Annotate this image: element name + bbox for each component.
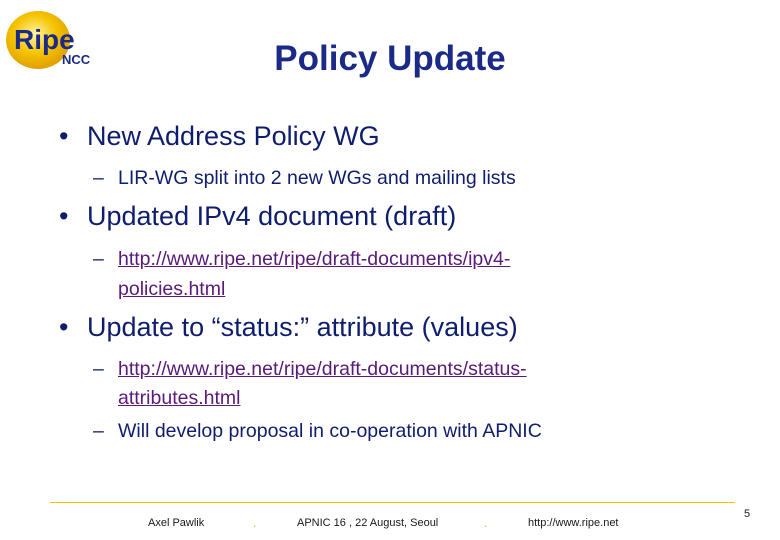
link-continuation <box>118 277 225 301</box>
footer-event: APNIC 16 , 22 August, Seoul <box>297 517 439 529</box>
sub-item <box>93 166 516 190</box>
ripe-ncc-logo-graphic <box>4 8 108 70</box>
footer-separator: . <box>253 516 257 530</box>
bullet-text: Updated IPv4 document (draft) <box>87 201 457 231</box>
sub-item <box>93 247 510 271</box>
sub-item <box>93 357 527 381</box>
bullet-glyph: • <box>59 312 69 342</box>
status-attributes-link-continued[interactable]: attributes.html <box>118 387 241 409</box>
dash-glyph: – <box>93 358 104 380</box>
link-continuation <box>118 386 240 410</box>
dash-glyph: – <box>93 420 104 442</box>
sub-item-text: Will develop proposal in co-operation with APNIC <box>118 420 542 442</box>
status-attributes-link[interactable]: http://www.ripe.net/ripe/draft-documents/status- <box>118 358 527 380</box>
logo-main-text: Ripe <box>14 24 75 55</box>
footer-rule <box>50 502 735 503</box>
ripe-ncc-logo <box>4 8 108 70</box>
bullet-glyph: • <box>59 201 69 231</box>
logo-sub-text: NCC <box>62 52 91 67</box>
bullet-item <box>59 119 380 153</box>
footer-separator: . <box>484 516 488 530</box>
footer-author: Axel Pawlik <box>148 517 205 529</box>
sub-item <box>93 419 542 443</box>
slide-title: Policy Update <box>274 39 506 78</box>
ipv4-policies-link-continued[interactable]: policies.html <box>118 278 226 300</box>
bullet-item <box>59 310 518 344</box>
page-number: 5 <box>744 508 751 520</box>
bullet-glyph: • <box>59 121 69 151</box>
sub-item-text: LIR-WG split into 2 new WGs and mailing lists <box>118 167 516 189</box>
dash-glyph: – <box>93 167 104 189</box>
bullet-item <box>59 199 456 233</box>
dash-glyph: – <box>93 248 104 270</box>
bullet-text: Update to “status:” attribute (values) <box>87 312 518 342</box>
ipv4-policies-link[interactable]: http://www.ripe.net/ripe/draft-documents/ipv4- <box>118 248 511 270</box>
footer-url: http://www.ripe.net <box>528 517 619 529</box>
bullet-text: New Address Policy WG <box>87 121 380 151</box>
